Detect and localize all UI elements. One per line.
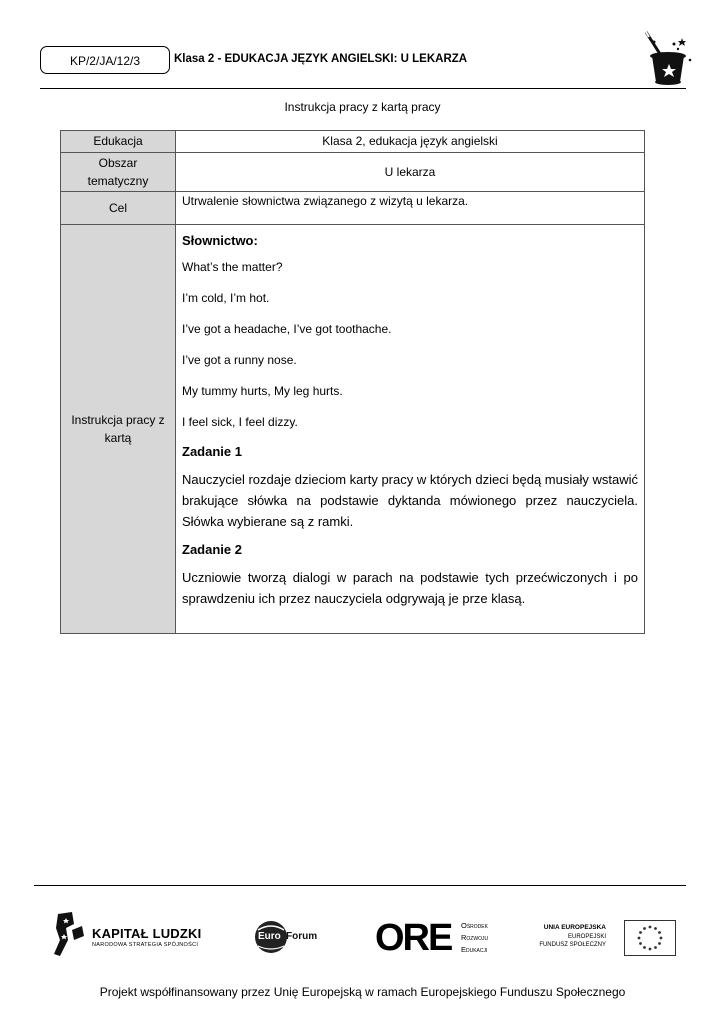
vocab-item: I’m cold, I’m hot. bbox=[182, 291, 270, 305]
table-row bbox=[61, 192, 645, 225]
task1-heading: Zadanie 1 bbox=[182, 444, 242, 459]
row-value: U lekarza bbox=[176, 153, 645, 192]
footer-divider bbox=[34, 885, 686, 886]
instruction-cell bbox=[176, 225, 645, 634]
header-divider bbox=[40, 88, 686, 89]
table-row bbox=[61, 153, 645, 192]
row-label: Cel bbox=[61, 192, 176, 225]
task1-text: Nauczyciel rozdaje dzieciom karty pracy w których dzieci będą musiały wstawić brakujące słówka na podstawie dyktanda mówionego przez nauczyciela. Słówka wybierane są z ramki. bbox=[182, 472, 638, 529]
document-code: KP/2/JA/12/3 bbox=[40, 46, 170, 74]
document-subtitle: Instrukcja pracy z kartą pracy bbox=[284, 100, 441, 114]
vocab-item: I’ve got a headache, I’ve got toothache. bbox=[182, 322, 392, 336]
row-value: Klasa 2, edukacja język angielski bbox=[176, 131, 645, 153]
row-label: Edukacja bbox=[61, 131, 176, 153]
table-row bbox=[61, 225, 645, 634]
vocab-item: What’s the matter? bbox=[182, 260, 283, 274]
vocab-item: I feel sick, I feel dizzy. bbox=[182, 415, 298, 429]
vocab-item: My tummy hurts, My leg hurts. bbox=[182, 384, 343, 398]
kapital-ludzki-logo: KAPITAŁ LUDZKI NARODOWA STRATEGIA SPÓJNOŚCI bbox=[52, 910, 212, 960]
eu-logo: UNIA EUROPEJSKA EUROPEJSKI FUNDUSZ SPOŁECZNY bbox=[548, 918, 678, 958]
footer-funding-note: Projekt współfinansowany przez Unię Europejską w ramach Europejskiego Funduszu Społecznego bbox=[99, 985, 626, 999]
row-label: Instrukcja pracy z kartą bbox=[61, 225, 176, 634]
task2-heading: Zadanie 2 bbox=[182, 542, 242, 557]
magic-hat-icon bbox=[640, 30, 696, 88]
ore-logo: ORE Ośrodek Rozwoju Edukacji bbox=[375, 917, 489, 959]
task2-text: Uczniowie tworzą dialogi w parach na podstawie tych przećwiczonych i po sprawdzeniu ich przez nauczyciela odgrywają je prze klasą. bbox=[182, 570, 638, 606]
eu-flag-icon bbox=[624, 920, 676, 956]
lesson-table bbox=[60, 130, 645, 634]
document-title: Klasa 2 - EDUKACJA JĘZYK ANGIELSKI: U LEKARZA bbox=[174, 53, 468, 65]
euroforum-logo: Euro Forum bbox=[254, 920, 334, 956]
row-value: Utrwalenie słownictwa związanego z wizytą u lekarza. bbox=[176, 192, 645, 225]
kapital-ludzki-emblem-icon bbox=[52, 910, 86, 958]
vocab-heading: Słownictwo: bbox=[182, 233, 258, 248]
row-label: Obszar tematyczny bbox=[61, 153, 176, 192]
table-row bbox=[61, 131, 645, 153]
vocab-item: I’ve got a runny nose. bbox=[182, 353, 297, 367]
